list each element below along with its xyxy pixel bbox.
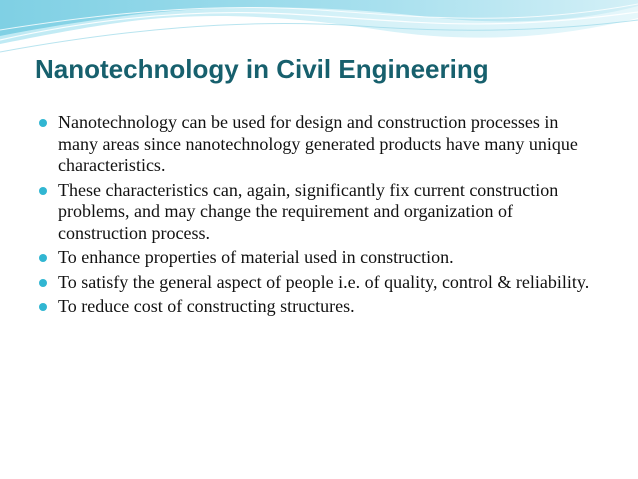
bullet-item bbox=[38, 247, 602, 269]
bullet-icon bbox=[39, 119, 47, 127]
slide-title: Nanotechnology in Civil Engineering bbox=[35, 54, 489, 84]
bullet-item bbox=[38, 272, 602, 294]
bullet-text: Nanotechnology can be used for design and construction processes in many areas since nanotechnology generated products have many unique characteristics. bbox=[58, 112, 578, 175]
bullet-list bbox=[38, 112, 602, 321]
bullet-icon bbox=[39, 254, 47, 262]
bullet-item bbox=[38, 296, 602, 318]
bullet-text: To reduce cost of constructing structures. bbox=[58, 296, 355, 316]
bullet-text: These characteristics can, again, significantly fix current construction problems, and may change the requirement and organization of construction process. bbox=[58, 179, 559, 243]
bullet-icon bbox=[39, 279, 47, 287]
bullet-text: To satisfy the general aspect of people i.e. of quality, control & reliability. bbox=[58, 271, 590, 292]
bullet-icon bbox=[39, 187, 47, 195]
bullet-icon bbox=[39, 303, 47, 311]
bullet-item bbox=[38, 112, 602, 177]
bullet-item bbox=[38, 180, 602, 245]
bullet-text: To enhance properties of material used in construction. bbox=[58, 247, 454, 267]
